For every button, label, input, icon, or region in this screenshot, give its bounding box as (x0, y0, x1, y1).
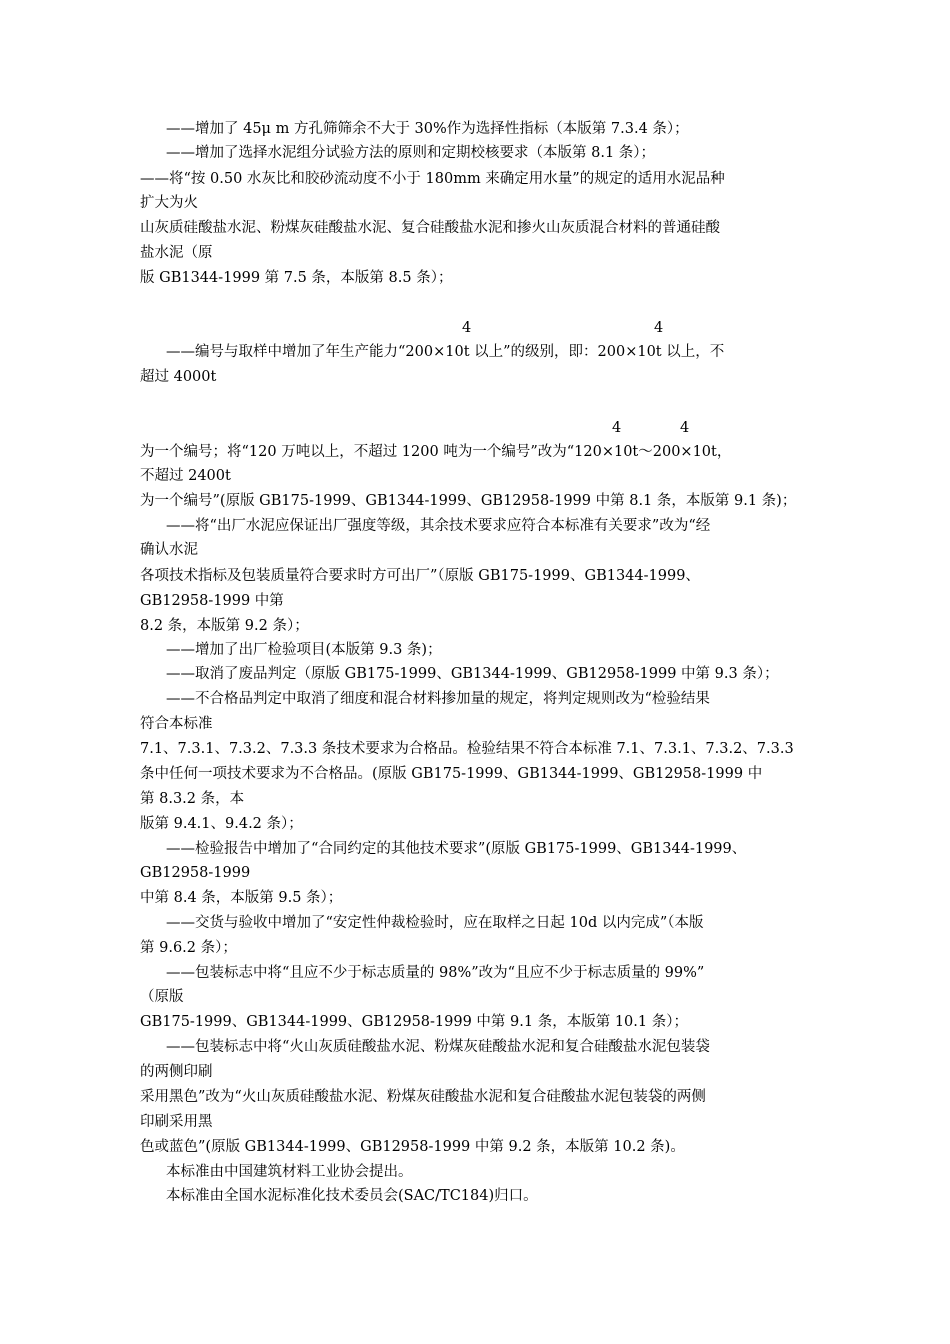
text-line: ——增加了 45μ m 方孔筛筛余不大于 30%作为选择性指标（本版第 7.3.4 条）； (166, 121, 689, 137)
text-line: 第 8.3.2 条，本 (140, 791, 245, 807)
text-line: 本标准由全国水泥标准化技术委员会(SAC/TC184)归口。 (166, 1188, 538, 1204)
superscript: 4 (462, 320, 472, 336)
text-line: ——交货与验收中增加了“安定性仲裁检验时，应在取样之日起 10d 以内完成”（本版 (166, 915, 704, 931)
text-line: ——增加了选择水泥组分试验方法的原则和定期校核要求（本版第 8.1 条）； (166, 145, 656, 161)
text-line: 符合本标准 (140, 716, 213, 732)
text-line: 盐水泥（原 (140, 245, 213, 261)
text-line: 不超过 2400t (140, 468, 231, 484)
text-line: 版第 9.4.1、9.4.2 条）； (140, 816, 303, 832)
text-line: 中第 8.4 条，本版第 9.5 条）； (140, 890, 343, 906)
text-line: ——检验报告中增加了“合同约定的其他技术要求”(原版 GB175-1999、GB1344-1999、 (166, 841, 747, 857)
superscript: 4 (654, 320, 664, 336)
text-line: 条中任何一项技术要求为不合格品。(原版 GB175-1999、GB1344-1999、GB12958-1999 中 (140, 766, 763, 782)
text-line: 超过 4000t (140, 369, 217, 385)
text-line: GB175-1999、GB1344-1999、GB12958-1999 中第 9.1 条，本版第 10.1 条）； (140, 1014, 688, 1030)
text-line: ——包装标志中将“火山灰质硅酸盐水泥、粉煤灰硅酸盐水泥和复合硅酸盐水泥包装袋 (166, 1039, 710, 1055)
text-line: ——取消了废品判定（原版 GB175-1999、GB1344-1999、GB12958-1999 中第 9.3 条）； (166, 666, 779, 682)
text-line: ——将“出厂水泥应保证出厂强度等级，其余技术要求应符合本标准有关要求”改为“经 (166, 518, 711, 534)
text-line: 版 GB1344-1999 第 7.5 条，本版第 8.5 条）； (140, 270, 453, 286)
text-line: ——将“按 0.50 水灰比和胶砂流动度不小于 180mm 来确定用水量”的规定的适用水泥品种 (140, 171, 725, 187)
text-line: GB12958-1999 中第 (140, 593, 284, 609)
text-line: 采用黑色”改为“火山灰质硅酸盐水泥、粉煤灰硅酸盐水泥和复合硅酸盐水泥包装袋的两侧 (140, 1089, 706, 1105)
text-line: 7.1、7.3.1、7.3.2、7.3.3 条技术要求为合格品。检验结果不符合本标准 7.1、7.3.1、7.3.2、7.3.3 (140, 741, 794, 757)
superscript: 4 (612, 420, 622, 436)
text-line: 第 9.6.2 条）； (140, 940, 237, 956)
text-line: ——包装标志中将“且应不少于标志质量的 98%”改为“且应不少于标志质量的 99%” (166, 965, 705, 981)
text-line: 扩大为火 (140, 195, 198, 211)
text-line: （原版 (140, 989, 184, 1005)
text-line: 各项技术指标及包装质量符合要求时方可出厂”（原版 GB175-1999、GB1344-1999、 (140, 568, 700, 584)
text-line: ——编号与取样中增加了年生产能力“200×10t 以上”的级别，即：200×10t 以上，不 (166, 344, 725, 360)
text-line: ——不合格品判定中取消了细度和混合材料掺加量的规定，将判定规则改为“检验结果 (166, 691, 710, 707)
text-line: ——增加了出厂检验项目(本版第 9.3 条)； (166, 642, 442, 658)
text-line: GB12958-1999 (140, 865, 251, 881)
text-line: 山灰质硅酸盐水泥、粉煤灰硅酸盐水泥、复合硅酸盐水泥和掺火山灰质混合材料的普通硅酸 (140, 220, 720, 236)
text-line: 印刷采用黑 (140, 1114, 213, 1130)
text-line: 色或蓝色”(原版 GB1344-1999、GB12958-1999 中第 9.2 条，本版第 10.2 条)。 (140, 1139, 685, 1155)
text-line: 确认水泥 (140, 542, 198, 558)
text-line: 的两侧印刷 (140, 1064, 213, 1080)
text-line: 为一个编号”(原版 GB175-1999、GB1344-1999、GB12958-1999 中第 8.1 条，本版第 9.1 条)； (140, 493, 797, 509)
superscript: 4 (680, 420, 690, 436)
text-line: 为一个编号；将“120 万吨以上，不超过 1200 吨为一个编号”改为“120×10t～200×10t， (140, 444, 732, 460)
text-line: 本标准由中国建筑材料工业协会提出。 (166, 1164, 413, 1180)
text-line: 8.2 条，本版第 9.2 条）； (140, 618, 309, 634)
